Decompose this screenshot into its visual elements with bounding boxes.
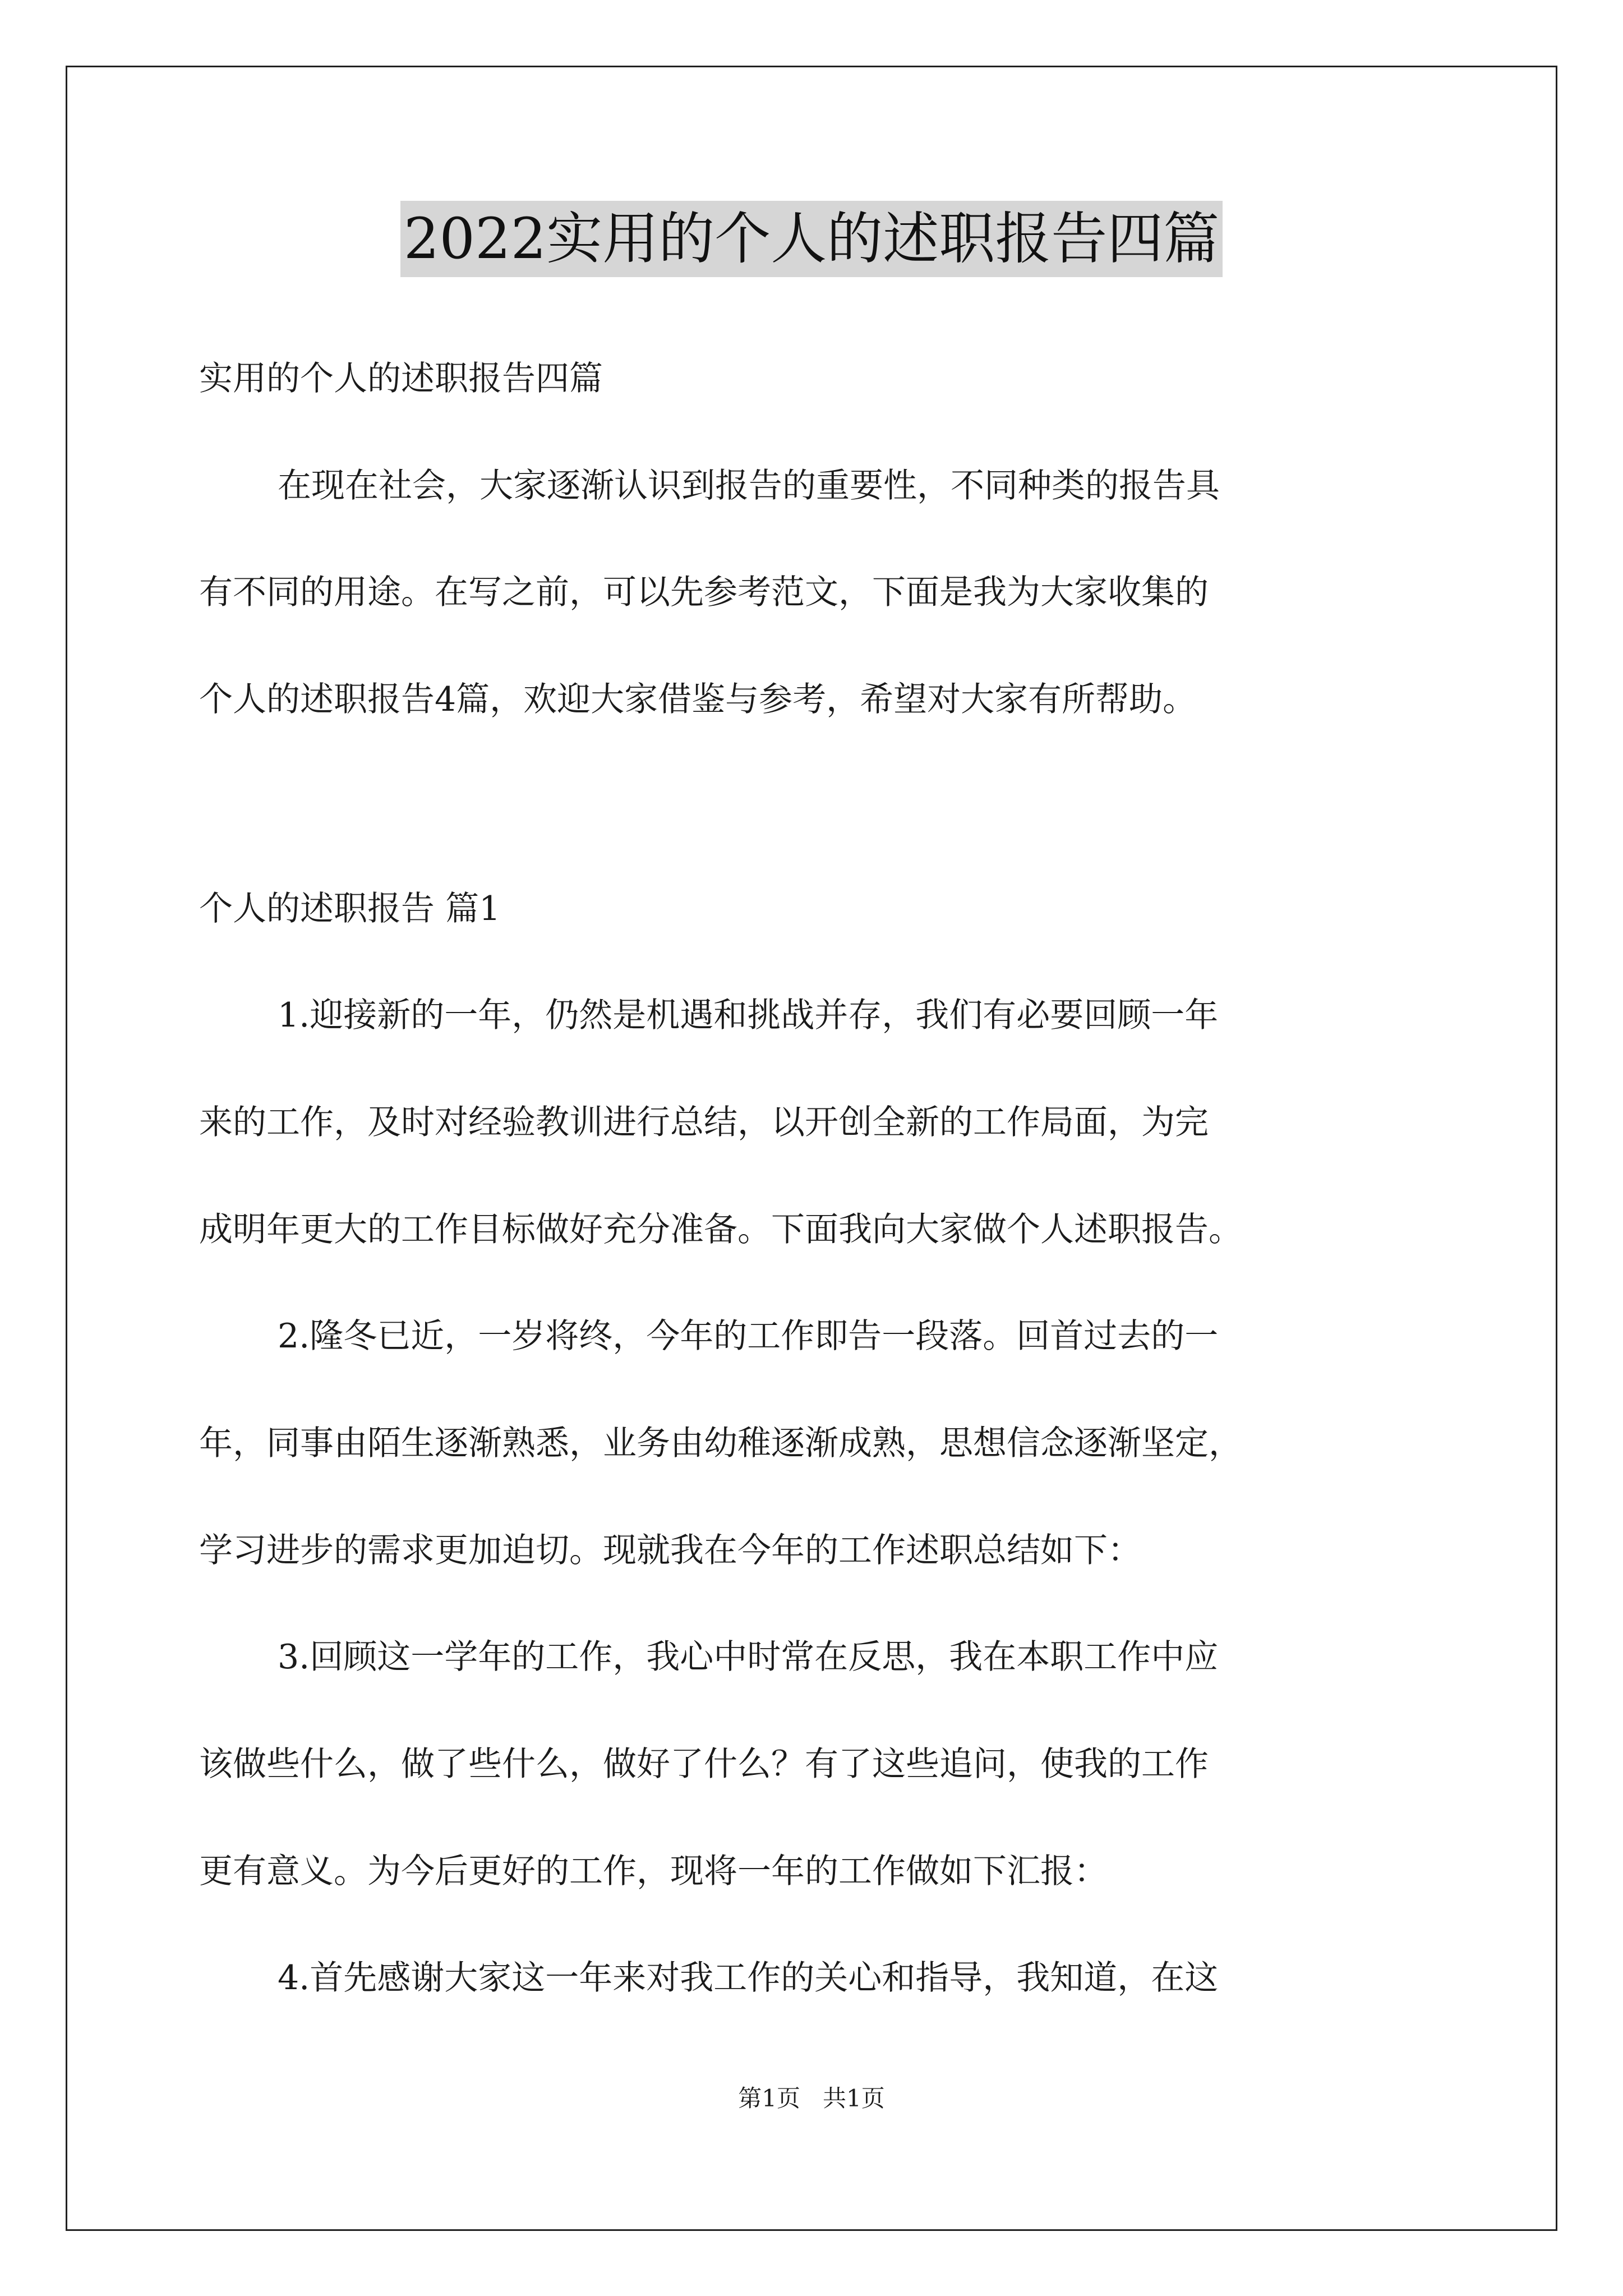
intro-line-2: 有不同的用途。在写之前，可以先参考范文，下面是我为大家收集的 bbox=[199, 573, 1209, 612]
intro-line-3: 个人的述职报告4篇，欢迎大家借鉴与参考，希望对大家有所帮助。 bbox=[199, 680, 1197, 719]
paragraph-1-line-2: 来的工作，及时对经验教训进行总结，以开创全新的工作局面，为完 bbox=[199, 1103, 1209, 1142]
paragraph-2-line-3: 学习进步的需求更加迫切。现就我在今年的工作述职总结如下： bbox=[199, 1531, 1141, 1570]
intro-line-1: 在现在社会，大家逐渐认识到报告的重要性，不同种类的报告具 bbox=[278, 466, 1220, 505]
document-title: 2022实用的个人的述职报告四篇 bbox=[400, 201, 1223, 277]
page-total: 共1页 bbox=[823, 2085, 885, 2112]
paragraph-4-line-1: 4.首先感谢大家这一年来对我工作的关心和指导，我知道，在这 bbox=[278, 1958, 1219, 1998]
paragraph-2-line-1: 2.隆冬已近，一岁将终，今年的工作即告一段落。回首过去的一 bbox=[278, 1317, 1219, 1356]
paragraph-1-line-3: 成明年更大的工作目标做好充分准备。下面我向大家做个人述职报告。 bbox=[199, 1210, 1242, 1249]
paragraph-2-line-2: 年，同事由陌生逐渐熟悉，业务由幼稚逐渐成熟，思想信念逐渐坚定， bbox=[199, 1424, 1242, 1463]
document-subtitle: 实用的个人的述职报告四篇 bbox=[199, 359, 603, 398]
page-footer bbox=[0, 2083, 1623, 2114]
paragraph-1-line-1: 1.迎接新的一年，仍然是机遇和挑战并存，我们有必要回顾一年 bbox=[278, 996, 1219, 1035]
paragraph-3-line-1: 3.回顾这一学年的工作，我心中时常在反思，我在本职工作中应 bbox=[278, 1637, 1219, 1677]
section-heading: 个人的述职报告 篇1 bbox=[199, 889, 501, 928]
paragraph-3-line-3: 更有意义。为今后更好的工作，现将一年的工作做如下汇报： bbox=[199, 1852, 1108, 1891]
title-container bbox=[0, 201, 1623, 277]
paragraph-3-line-2: 该做些什么，做了些什么，做好了什么？有了这些追问，使我的工作 bbox=[199, 1745, 1209, 1784]
page-number: 第1页 bbox=[738, 2085, 800, 2112]
